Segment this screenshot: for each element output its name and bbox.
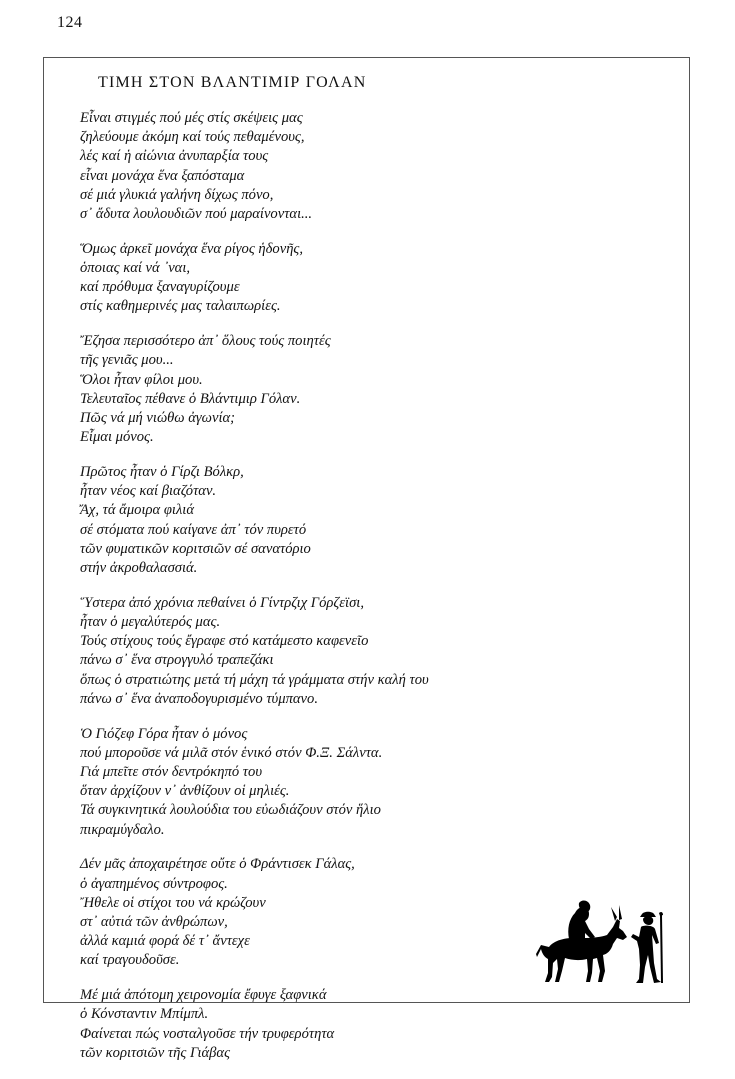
stanza xyxy=(80,594,429,709)
poem-line: καί πρόθυμα ξαναγυρίζουμε xyxy=(80,279,240,296)
poem-line: Ὅμως ἀρκεῖ μονάχα ἕνα ρίγος ἡδονῆς, xyxy=(80,240,304,257)
poem-line: πάνω σ᾽ ἕνα στρογγυλό τραπεζάκι xyxy=(80,652,274,669)
poem-line: σ᾽ ἄδυτα λουλουδιῶν πού μαραίνονται... xyxy=(80,206,313,223)
poem-line: Ἤθελε οἱ στίχοι του νά κρώζουν xyxy=(80,894,266,911)
poem-line: ἦταν ὁ μεγαλύτερός μας. xyxy=(80,614,221,631)
poem-line: καί τραγουδοῦσε. xyxy=(80,952,180,969)
poem-line: πάνω σ᾽ ἕνα ἀναποδογυρισμένο τύμπανο. xyxy=(80,690,318,707)
poem-line: στ᾽ αὐτιά τῶν ἀνθρώπων, xyxy=(80,914,228,931)
poem-line: Πῶς νά μή νιώθω ἀγωνία; xyxy=(80,410,236,427)
poem-title: ΤΙΜΗ ΣΤΟΝ ΒΛΑΝΤΙΜΙΡ ΓΟΛΑΝ xyxy=(98,74,367,91)
poem-line: τῶν κοριτσιῶν τῆς Γιάβας xyxy=(80,1044,231,1061)
poem-line: Ὁ Γιόζεφ Γόρα ἦταν ὁ μόνος xyxy=(80,725,248,742)
page-number: 124 xyxy=(57,14,83,31)
poem-line: Εἶμαι μόνος. xyxy=(80,429,154,446)
poem-line: Ὅλοι ἦταν φίλοι μου. xyxy=(80,371,203,388)
poem-line: ζηλεύουμε ἀκόμη καί τούς πεθαμένους, xyxy=(80,129,305,146)
poem-line: ἦταν νέος καί βιαζόταν. xyxy=(80,483,217,500)
poem-line: Τά συγκινητικά λουλούδια του εὐωδιάζουν στόν ἥλιο xyxy=(80,802,381,819)
poem-line: σέ μιά γλυκιά γαλήνη δίχως πόνο, xyxy=(80,186,274,203)
poem-line: Ἔζησα περισσότερο ἀπ᾽ ὅλους τούς ποιητές xyxy=(80,333,331,350)
stanza xyxy=(80,855,429,970)
poem-line: στήν ἀκροθαλασσιά. xyxy=(80,560,198,577)
donkey-rider-walker-silhouette-icon xyxy=(535,897,670,985)
poem-line: Ὕστερα ἀπό χρόνια πεθαίνει ὁ Γίντρζιχ Γόρζεϊσι, xyxy=(80,594,365,611)
stanza xyxy=(80,725,429,840)
poem-line: Εἶναι στιγμές πού μές στίς σκέψεις μας xyxy=(80,110,303,126)
poem-line: ὁ ἀγαπημένος σύντροφος. xyxy=(80,875,228,892)
stanza xyxy=(80,109,429,224)
poem-line: τῆς γενιᾶς μου... xyxy=(80,352,174,369)
poem-line: εἶναι μονάχα ἕνα ξαπόσταμα xyxy=(80,167,245,184)
poem-line: σέ στόματα πού καίγανε ἀπ᾽ τόν πυρετό xyxy=(80,521,307,538)
poem-line: Ἄχ, τά ἄμοιρα φιλιά xyxy=(80,502,194,519)
poem-body xyxy=(80,109,429,1079)
poem-line: ὅταν ἀρχίζουν ν᾽ ἀνθίζουν οἱ μηλιές. xyxy=(80,783,290,800)
poem-line: Μέ μιά ἀπότομη χειρονομία ἔφυγε ξαφνικά xyxy=(80,987,327,1004)
poem-line: πικραμύγδαλο. xyxy=(80,821,165,838)
poem-line: ὁποιας καί νά ᾽ναι, xyxy=(80,260,191,277)
poem-line: Δέν μᾶς ἀποχαιρέτησε οὔτε ὁ Φράντισεκ Γάλας, xyxy=(80,856,355,873)
poem-line: ὅπως ὁ στρατιώτης μετά τή μάχη τά γράμματα στήν καλή του xyxy=(80,671,429,688)
poem-line: Γιά μπεῖτε στόν δεντρόκηπό του xyxy=(80,764,263,781)
poem-line: ὁ Κόνσταντιν Μπίμπλ. xyxy=(80,1006,209,1023)
stanza xyxy=(80,463,429,578)
poem-line: Τούς στίχους τούς ἔγραφε στό κατάμεστο καφενεῖο xyxy=(80,633,369,650)
stanza xyxy=(80,986,429,1063)
poem-line: Φαίνεται πώς νοσταλγοῦσε τήν τρυφερότητα xyxy=(80,1025,335,1042)
poem-line: λές καί ἡ αἰώνια ἀνυπαρξία τους xyxy=(80,148,269,165)
poem-line: στίς καθημερινές μας ταλαιπωρίες. xyxy=(80,298,281,315)
poem-line: ἀλλά καμιά φορά δέ τ᾽ ἄντεχε xyxy=(80,933,250,950)
stanza xyxy=(80,240,429,317)
poem-line: τῶν φυματικῶν κοριτσιῶν σέ σανατόριο xyxy=(80,540,311,557)
poem-line: Τελευταῖος πέθανε ὁ Βλάντιμιρ Γόλαν. xyxy=(80,390,301,407)
poem-line: πού μποροῦσε νά μιλᾶ στόν ἑνικό στόν Φ.Ξ. Σάλντα. xyxy=(80,744,383,761)
stanza xyxy=(80,332,429,447)
poem-line: Πρῶτος ἦταν ὁ Γίρζι Βόλκρ, xyxy=(80,464,244,481)
